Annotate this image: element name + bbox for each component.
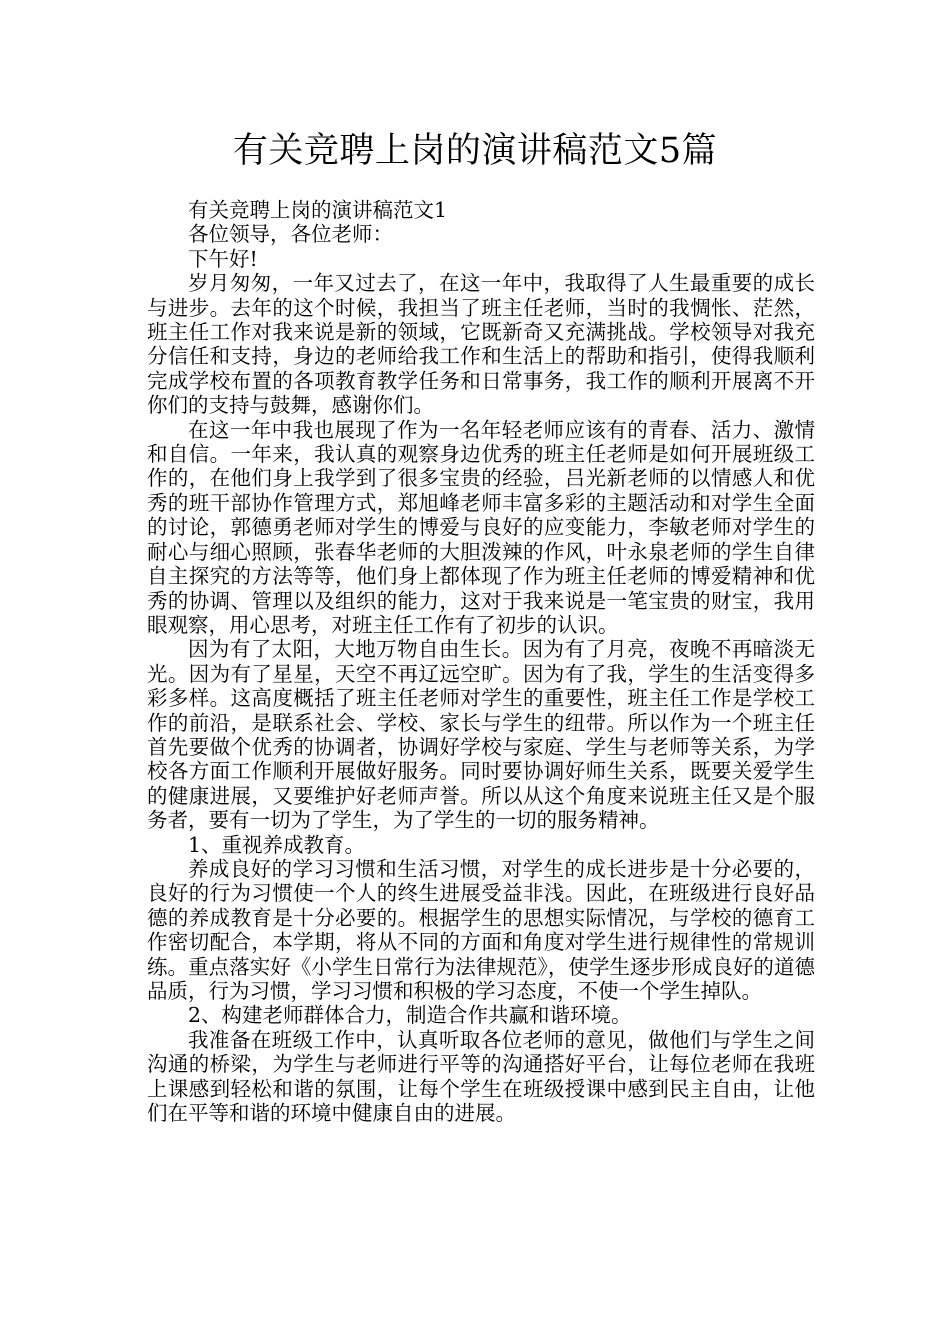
- paragraph: 在这一年中我也展现了作为一名年轻老师应该有的青春、活力、激情和自信。一年来，我认真的观察身边优秀的班主任老师是如何开展班级工作的，在他们身上我学到了很多宝贵的经验，吕光新老师的以情感人和优秀的班干部协作管理方式，郑旭峰老师丰富多彩的主题活动和对学生全面的讨论，郭德勇老师对学生的博爱与良好的应变能力，李敏老师对学生的耐心与细心照顾，张春华老师的大胆泼辣的作风，叶永泉老师的学生自律自主探究的方法等等，他们身上都体现了作为班主任老师的博爱精神和优秀的协调、管理以及组织的能力，这对于我来说是一笔宝贵的财宝，我用眼观察，用心思考，对班主任工作有了初步的认识。: [147, 417, 815, 637]
- list-heading: 1、重视养成教育。: [188, 832, 366, 857]
- list-heading: 2、构建老师群体合力，制造合作共赢和谐环境。: [188, 1003, 632, 1028]
- greeting: 下午好!: [188, 246, 258, 271]
- paragraph: 岁月匆匆，一年又过去了，在这一年中，我取得了人生最重要的成长与进步。去年的这个时候，我担当了班主任老师，当时的我惆怅、茫然，班主任工作对我来说是新的领域，它既新奇又充满挑战。学校领导对我充分信任和支持，身边的老师给我工作和生活上的帮助和指引，使得我顺利完成学校布置的各项教育教学任务和日常事务，我工作的顺利开展离不开你们的支持与鼓舞，感谢你们。: [147, 271, 815, 418]
- paragraph: 养成良好的学习习惯和生活习惯，对学生的成长进步是十分必要的，良好的行为习惯使一个人的终生进展受益非浅。因此，在班级进行良好品德的养成教育是十分必要的。根据学生的思想实际情况，与学校的德育工作密切配合，本学期，将从不同的方面和角度对学生进行规律性的常规训练。重点落实好《小学生日常行为法律规范》，使学生逐步形成良好的道德品质，行为习惯，学习习惯和积极的学习态度，不使一个学生掉队。: [147, 856, 815, 1003]
- section-heading: 有关竞聘上岗的演讲稿范文1: [188, 198, 448, 222]
- document-body: [147, 198, 815, 1125]
- paragraph: 我准备在班级工作中，认真听取各位老师的意见，做他们与学生之间沟通的桥梁，为学生与老师进行平等的沟通搭好平台，让每位老师在我班上课感到轻松和谐的氛围，让每个学生在班级授课中感到民主自由，让他们在平等和谐的环境中健康自由的进展。: [147, 1027, 815, 1126]
- salutation: 各位领导，各位老师：: [188, 222, 393, 247]
- document-title: 有关竞聘上岗的演讲稿范文5篇: [232, 131, 718, 171]
- paragraph: 因为有了太阳，大地万物自由生长。因为有了月亮，夜晚不再暗淡无光。因为有了星星，天空不再辽远空旷。因为有了我，学生的生活变得多彩多样。这高度概括了班主任老师对学生的重要性，班主任工作是学校工作的前沿，是联系社会、学校、家长与学生的纽带。所以作为一个班主任首先要做个优秀的协调者，协调好学校与家庭、学生与老师等关系，为学校各方面工作顺利开展做好服务。同时要协调好师生关系，既要关爱学生的健康进展，又要维护好老师声誉。所以从这个角度来说班主任又是个服务者，要有一切为了学生，为了学生的一切的服务精神。: [147, 637, 815, 833]
